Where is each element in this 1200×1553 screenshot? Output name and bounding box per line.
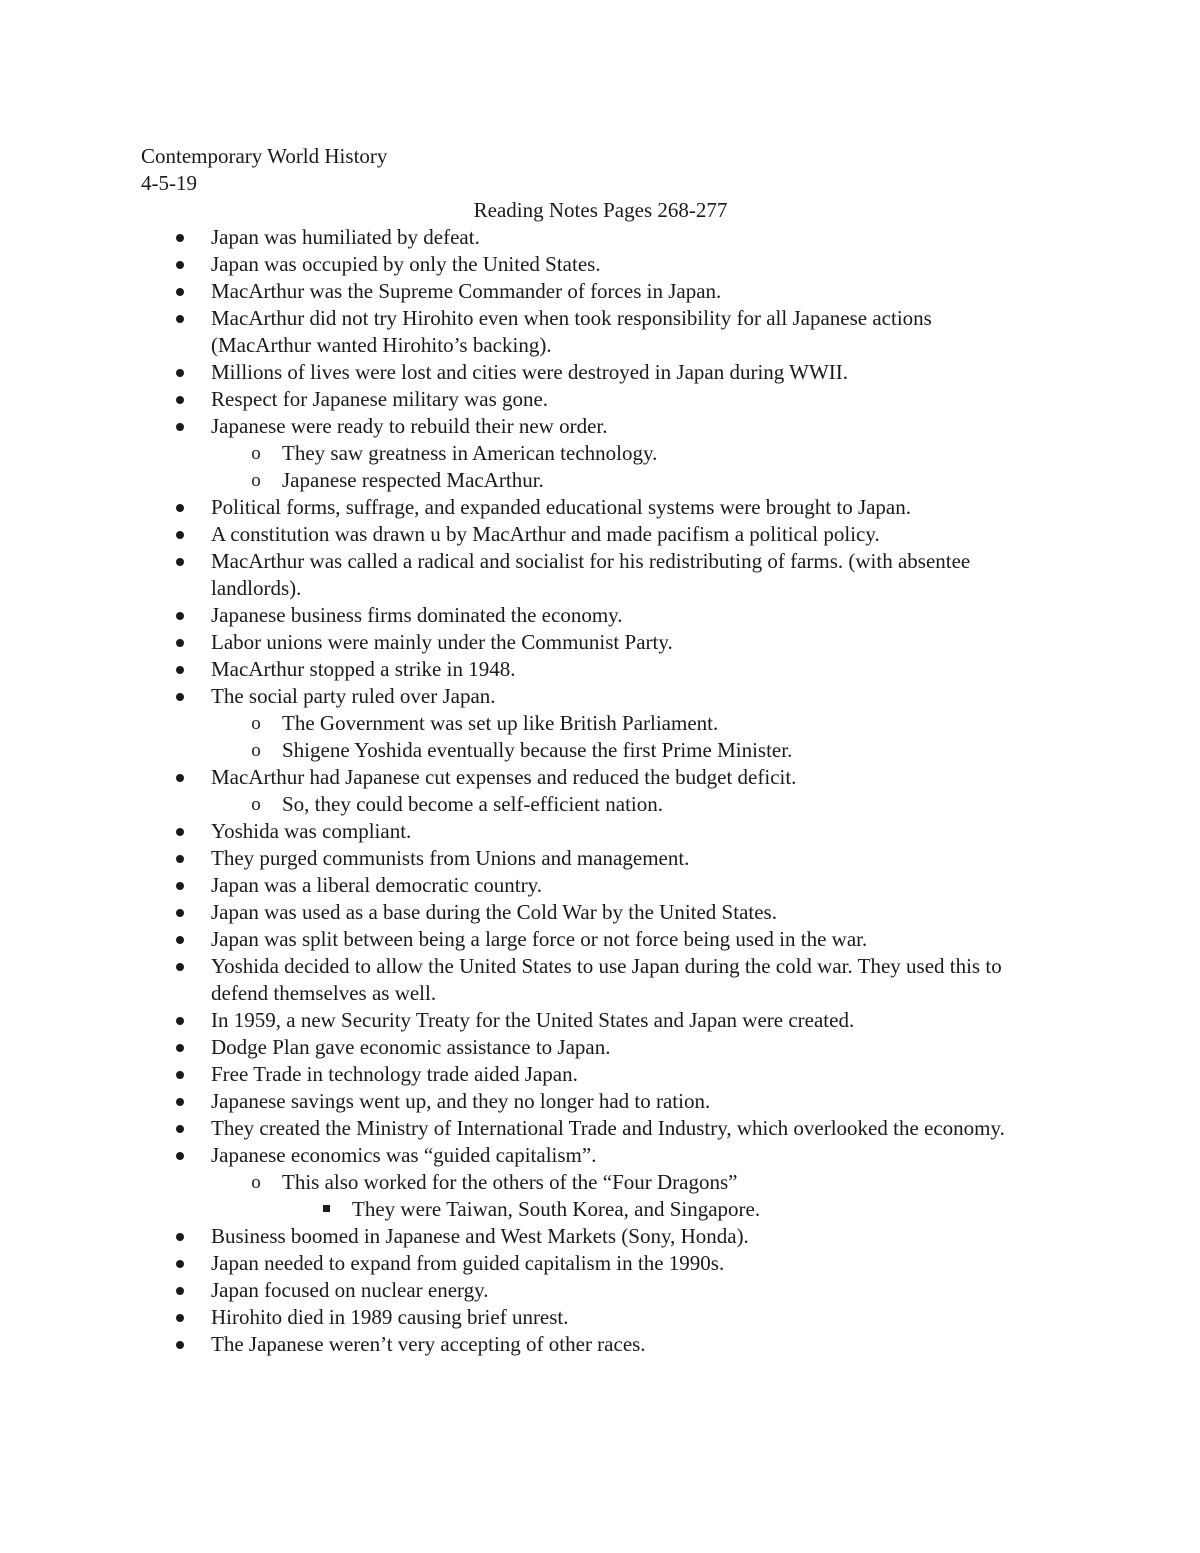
- course-title: Contemporary World History: [141, 144, 388, 168]
- list-item: [0, 683, 1036, 710]
- document-header: [141, 143, 1061, 224]
- note-text: They purged communists from Unions and management.: [211, 846, 690, 870]
- bullet-icon: o: [251, 470, 261, 491]
- note-text: Yoshida was compliant.: [211, 819, 412, 843]
- list-item: [0, 1304, 1036, 1331]
- sub-list-item: [0, 710, 1036, 737]
- note-text: Labor unions were mainly under the Communist Party.: [211, 630, 673, 654]
- note-text: Japan was split between being a large force or not force being used in the war.: [211, 927, 868, 951]
- list-item: [0, 1250, 1036, 1277]
- note-text: Japanese were ready to rebuild their new order.: [211, 414, 608, 438]
- note-text: Japanese respected MacArthur.: [282, 468, 544, 492]
- bullet-icon: o: [251, 1172, 261, 1193]
- bullet-icon: o: [251, 713, 261, 734]
- note-text: Business boomed in Japanese and West Markets (Sony, Honda).: [211, 1224, 749, 1248]
- list-item: [0, 548, 1036, 602]
- list-item: [0, 953, 1036, 1007]
- list-item: [0, 386, 1036, 413]
- sub-list-item: [0, 1169, 1036, 1196]
- note-text: Political forms, suffrage, and expanded educational systems were brought to Japan.: [211, 495, 912, 519]
- list-item: [0, 656, 1036, 683]
- bullet-icon: o: [251, 794, 261, 815]
- note-text: A constitution was drawn u by MacArthur and made pacifism a political policy.: [211, 522, 880, 546]
- note-text: Japanese business firms dominated the economy.: [211, 603, 623, 627]
- note-text: The social party ruled over Japan.: [211, 684, 496, 708]
- bullet-icon: o: [251, 443, 261, 464]
- list-item: [0, 413, 1036, 440]
- list-item: [0, 845, 1036, 872]
- note-text: Japan was a liberal democratic country.: [211, 873, 542, 897]
- note-text: Millions of lives were lost and cities were destroyed in Japan during WWII.: [211, 360, 849, 384]
- list-item: [0, 926, 1036, 953]
- sub-sub-list-item: [0, 1196, 1036, 1223]
- list-item: [0, 305, 1036, 359]
- note-text: Japanese economics was “guided capitalism”.: [211, 1143, 597, 1167]
- list-item: [0, 1115, 1036, 1142]
- list-item: [0, 602, 1036, 629]
- list-item: [0, 1007, 1036, 1034]
- sub-list-item: [0, 440, 1036, 467]
- sub-list-item: [0, 467, 1036, 494]
- note-text: Japan was used as a base during the Cold War by the United States.: [211, 900, 777, 924]
- note-text: Japan was occupied by only the United States.: [211, 252, 601, 276]
- note-text: Japan was humiliated by defeat.: [211, 225, 480, 249]
- list-item: [0, 1034, 1036, 1061]
- note-text: MacArthur was the Supreme Commander of forces in Japan.: [211, 279, 722, 303]
- note-text: Japanese savings went up, and they no longer had to ration.: [211, 1089, 711, 1113]
- list-item: [0, 1223, 1036, 1250]
- note-text: Free Trade in technology trade aided Japan.: [211, 1062, 578, 1086]
- sub-list-item: [0, 737, 1036, 764]
- list-item: [0, 1331, 1036, 1358]
- note-text: MacArthur was called a radical and socialist for his redistributing of farms. (with absentee landlords).: [211, 549, 971, 600]
- list-item: [0, 1061, 1036, 1088]
- note-text: The Government was set up like British Parliament.: [282, 711, 719, 735]
- list-item: [0, 1088, 1036, 1115]
- list-item: [0, 521, 1036, 548]
- date: 4-5-19: [141, 171, 197, 195]
- note-text: So, they could become a self-efficient nation.: [282, 792, 663, 816]
- note-text: They saw greatness in American technology.: [282, 441, 658, 465]
- note-text: This also worked for the others of the “Four Dragons”: [282, 1170, 738, 1194]
- note-text: MacArthur had Japanese cut expenses and reduced the budget deficit.: [211, 765, 797, 789]
- note-text: They were Taiwan, South Korea, and Singapore.: [352, 1197, 761, 1221]
- list-item: [0, 818, 1036, 845]
- list-item: [0, 251, 1036, 278]
- list-item: [0, 1142, 1036, 1169]
- note-text: MacArthur stopped a strike in 1948.: [211, 657, 516, 681]
- list-item: [0, 629, 1036, 656]
- note-text: They created the Ministry of International Trade and Industry, which overlooked the economy.: [211, 1116, 1005, 1140]
- list-item: [0, 278, 1036, 305]
- sub-list-item: [0, 791, 1036, 818]
- note-text: Japan focused on nuclear energy.: [211, 1278, 489, 1302]
- page-title: Reading Notes Pages 268-277: [473, 198, 728, 222]
- note-text: Hirohito died in 1989 causing brief unrest.: [211, 1305, 569, 1329]
- note-text: Yoshida decided to allow the United States to use Japan during the cold war. They used this to defend themselves as well.: [211, 954, 1002, 1005]
- note-text: Japan needed to expand from guided capitalism in the 1990s.: [211, 1251, 725, 1275]
- note-text: MacArthur did not try Hirohito even when took responsibility for all Japanese actions (MacArthur wanted Hirohito’s backing).: [211, 306, 932, 357]
- bullet-icon: o: [251, 740, 261, 761]
- list-item: [0, 899, 1036, 926]
- note-text: Respect for Japanese military was gone.: [211, 387, 549, 411]
- notes-list: [0, 224, 1200, 1358]
- note-text: The Japanese weren’t very accepting of other races.: [211, 1332, 646, 1356]
- list-item: [0, 359, 1036, 386]
- note-text: Dodge Plan gave economic assistance to Japan.: [211, 1035, 611, 1059]
- list-item: [0, 1277, 1036, 1304]
- list-item: [0, 224, 1036, 251]
- list-item: [0, 494, 1036, 521]
- list-item: [0, 764, 1036, 791]
- note-text: In 1959, a new Security Treaty for the United States and Japan were created.: [211, 1008, 855, 1032]
- list-item: [0, 872, 1036, 899]
- note-text: Shigene Yoshida eventually because the first Prime Minister.: [282, 738, 793, 762]
